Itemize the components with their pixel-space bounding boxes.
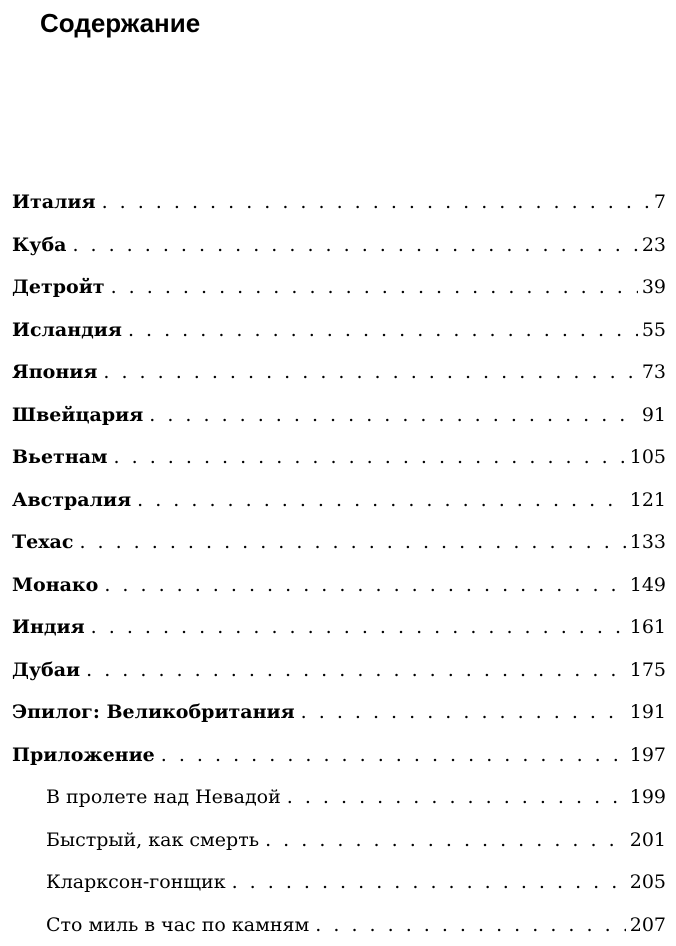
toc-entry[interactable] (12, 224, 666, 267)
toc-entry[interactable] (12, 309, 666, 352)
toc-entry-page: 23 (642, 224, 666, 267)
toc-entry-title: Быстрый, как смерть (46, 819, 259, 862)
toc-leader-dots (91, 606, 626, 649)
toc-entry[interactable] (12, 479, 666, 522)
toc-entry[interactable] (12, 521, 666, 564)
toc-entry[interactable] (12, 181, 666, 224)
toc-entry-page: 207 (630, 904, 666, 946)
toc-entry-title: В пролете над Невадой (46, 776, 281, 819)
toc-entry-title: Дубаи (12, 649, 80, 692)
toc-entry-page: 73 (642, 351, 666, 394)
toc-leader-dots (102, 181, 650, 224)
toc-leader-dots (104, 564, 625, 607)
toc-entry-page: 161 (630, 606, 666, 649)
toc-leader-dots (128, 309, 638, 352)
toc-entry[interactable] (12, 564, 666, 607)
toc-entry-title: Кларксон-гонщик (46, 861, 226, 904)
toc-leader-dots (265, 819, 626, 862)
toc-leader-dots (79, 521, 625, 564)
toc-entry-page: 121 (630, 479, 666, 522)
toc-entry-title: Куба (12, 224, 66, 267)
toc-entry-page: 201 (630, 819, 666, 862)
toc-entry[interactable] (12, 649, 666, 692)
toc-entry-title: Техас (12, 521, 73, 564)
toc-subentry[interactable] (12, 776, 666, 819)
toc-subentry[interactable] (12, 819, 666, 862)
toc-leader-dots (301, 691, 626, 734)
toc-entry[interactable] (12, 266, 666, 309)
toc-entry-title: Детройт (12, 266, 105, 309)
toc-entry-page: 205 (630, 861, 666, 904)
toc-entry-title: Сто миль в час по камням (46, 904, 309, 946)
toc-entry[interactable] (12, 436, 666, 479)
toc-leader-dots (103, 351, 637, 394)
toc-entry[interactable] (12, 606, 666, 649)
toc-entry-title: Эпилог: Великобритания (12, 691, 295, 734)
toc-entry-title: Швейцария (12, 394, 143, 437)
toc-entry-title: Приложение (12, 734, 155, 777)
toc-leader-dots (86, 649, 626, 692)
toc-leader-dots (232, 861, 626, 904)
toc-entry-page: 175 (630, 649, 666, 692)
toc-entry-title: Монако (12, 564, 98, 607)
toc-leader-dots (114, 436, 626, 479)
toc-entry-page: 55 (642, 309, 666, 352)
toc-entry-title: Исландия (12, 309, 122, 352)
toc-leader-dots (149, 394, 638, 437)
toc-entry-page: 39 (642, 266, 666, 309)
toc-entry-title: Вьетнам (12, 436, 108, 479)
toc-entry[interactable] (12, 351, 666, 394)
toc-entry-page: 133 (630, 521, 666, 564)
toc-leader-dots (111, 266, 638, 309)
toc-entry-title: Индия (12, 606, 85, 649)
toc-entry-page: 7 (654, 181, 666, 224)
toc-entry[interactable] (12, 394, 666, 437)
toc-leader-dots (161, 734, 626, 777)
toc-entry[interactable] (12, 691, 666, 734)
toc-leader-dots (72, 224, 637, 267)
toc-entry-page: 149 (630, 564, 666, 607)
toc-entry-title: Италия (12, 181, 96, 224)
toc-subentry[interactable] (12, 904, 666, 946)
toc-leader-dots (137, 479, 626, 522)
page-title: Содержание (40, 6, 200, 40)
toc-entry-page: 199 (630, 776, 666, 819)
table-of-contents (12, 181, 666, 946)
toc-entry[interactable] (12, 734, 666, 777)
toc-leader-dots (287, 776, 626, 819)
toc-entry-title: Австралия (12, 479, 131, 522)
toc-entry-page: 197 (630, 734, 666, 777)
toc-subentry[interactable] (12, 861, 666, 904)
toc-entry-page: 91 (642, 394, 666, 437)
toc-entry-page: 105 (630, 436, 666, 479)
toc-entry-page: 191 (630, 691, 666, 734)
toc-leader-dots (315, 904, 625, 946)
toc-entry-title: Япония (12, 351, 97, 394)
